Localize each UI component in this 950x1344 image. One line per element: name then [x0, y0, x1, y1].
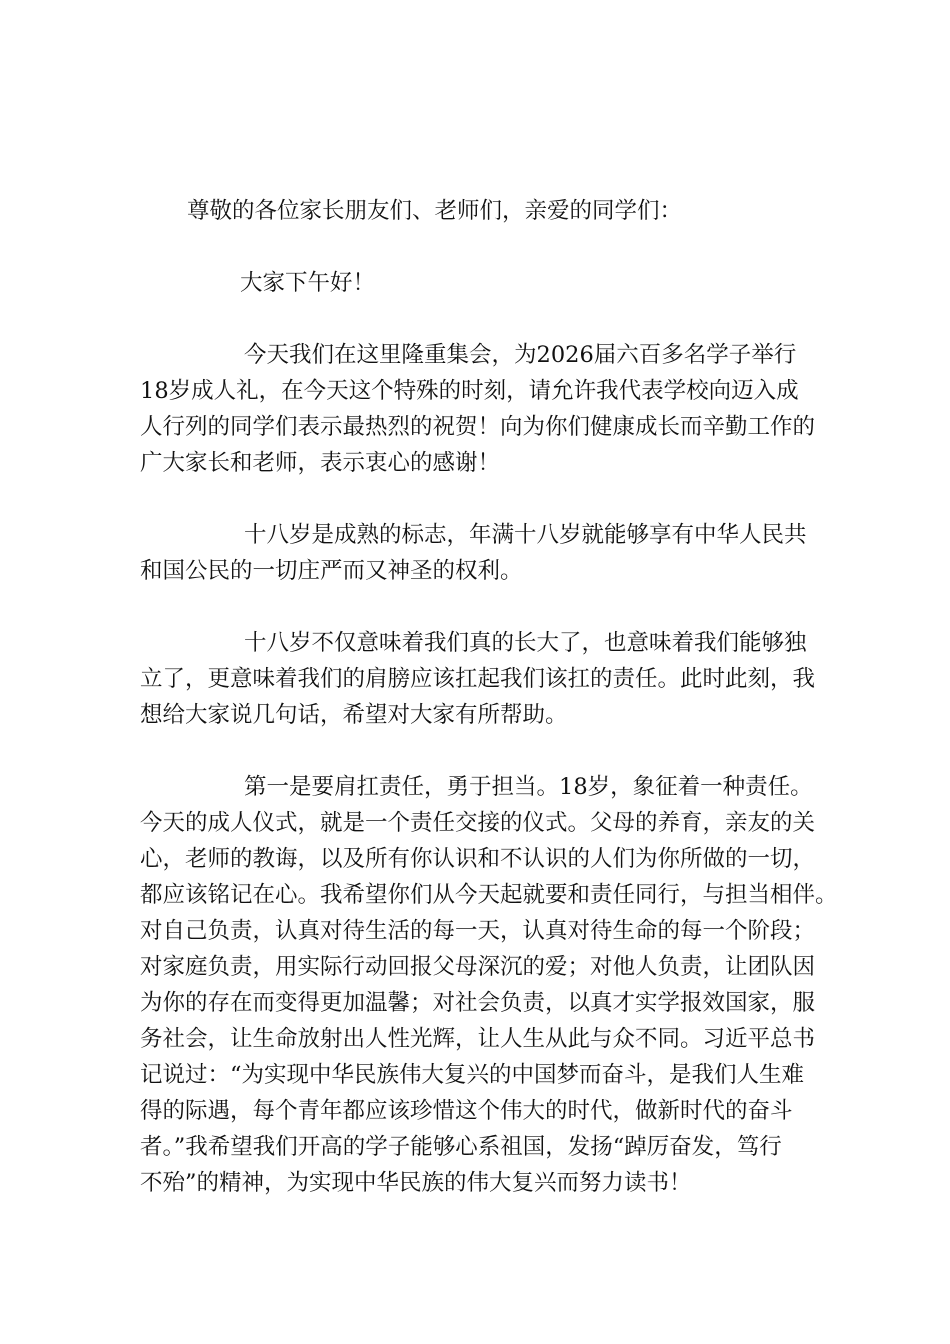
paragraph-line: 对家庭负责，用实际行动回报父母深沉的爱；对他人负责，让团队因	[140, 954, 816, 980]
paragraph-line: 为你的存在而变得更加温馨；对社会负责，以真才实学报效国家，服	[140, 990, 816, 1016]
paragraph-line: 对自己负责，认真对待生活的每一天，认真对待生命的每一个阶段；	[140, 918, 816, 944]
paragraph-line: 十八岁是成熟的标志，年满十八岁就能够享有中华人民共	[244, 522, 807, 548]
paragraph-line: 都应该铭记在心。我希望你们从今天起就要和责任同行，与担当相伴。	[140, 882, 838, 908]
paragraph-line: 得的际遇，每个青年都应该珍惜这个伟大的时代，做新时代的奋斗	[140, 1098, 793, 1124]
paragraph-line: 第一是要肩扛责任，勇于担当。18岁，象征着一种责任。	[244, 774, 813, 800]
paragraph-line: 记说过：“为实现中华民族伟大复兴的中国梦而奋斗，是我们人生难	[140, 1062, 805, 1088]
paragraph-line: 今天我们在这里隆重集会，为2026届六百多名学子举行	[244, 342, 797, 368]
paragraph-line: 18岁成人礼，在今天这个特殊的时刻，请允许我代表学校向迈入成	[140, 378, 799, 404]
paragraph-line: 心，老师的教诲，以及所有你认识和不认识的人们为你所做的一切，	[140, 846, 816, 872]
paragraph-line: 不殆”的精神，为实现中华民族的伟大复兴而努力读书！	[140, 1170, 692, 1196]
paragraph-line: 和国公民的一切庄严而又神圣的权利。	[140, 558, 523, 584]
paragraph-line: 十八岁不仅意味着我们真的长大了，也意味着我们能够独	[244, 630, 807, 656]
paragraph-line: 今天的成人仪式，就是一个责任交接的仪式。父母的养育，亲友的关	[140, 810, 816, 836]
paragraph-line: 想给大家说几句话，希望对大家有所帮助。	[140, 702, 568, 728]
paragraph-line: 务社会，让生命放射出人性光辉，让人生从此与众不同。习近平总书	[140, 1026, 816, 1052]
paragraph-line: 广大家长和老师，表示衷心的感谢！	[140, 450, 501, 476]
paragraph-line: 者。”我希望我们开高的学子能够心系祖国，发扬“踔厉奋发，笃行	[140, 1134, 782, 1160]
paragraph-line: 人行列的同学们表示最热烈的祝贺！向为你们健康成长而辛勤工作的	[140, 414, 816, 440]
paragraph-line: 立了，更意味着我们的肩膀应该扛起我们该扛的责任。此时此刻，我	[140, 666, 816, 692]
greeting: 尊敬的各位家长朋友们、老师们，亲爱的同学们：	[187, 198, 683, 224]
salutation: 大家下午好！	[240, 270, 376, 296]
